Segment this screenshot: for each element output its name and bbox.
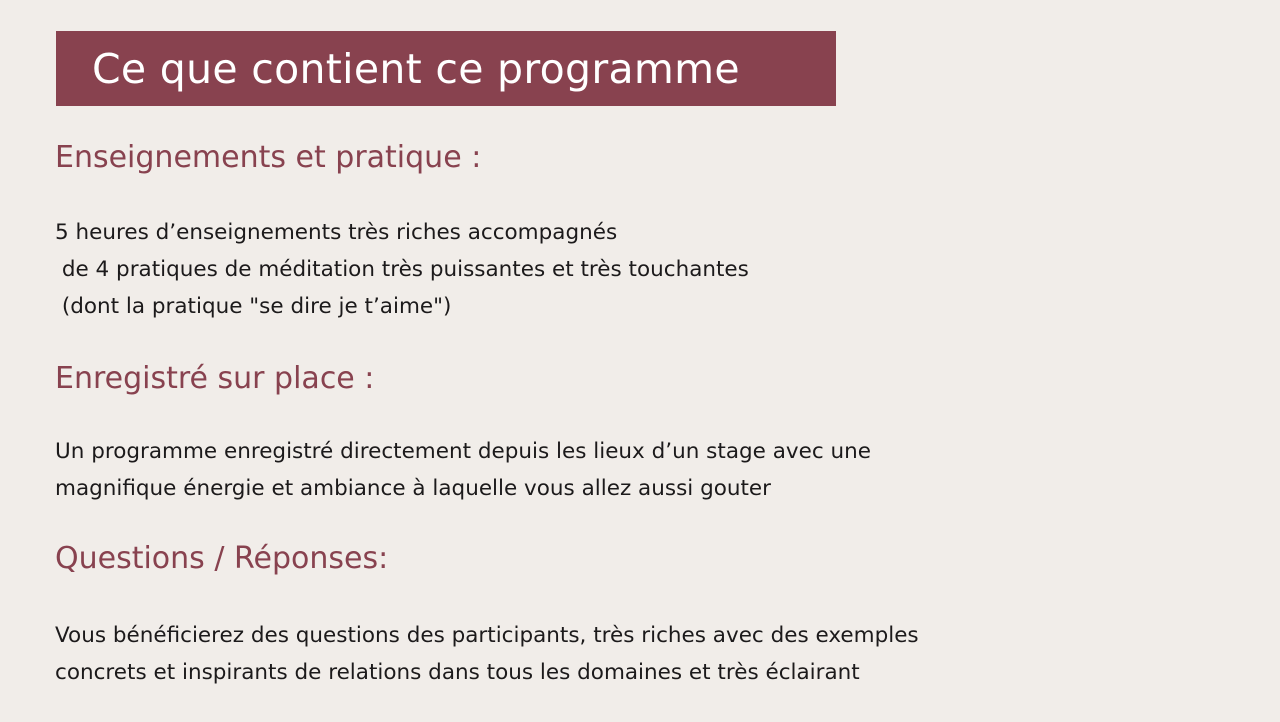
title-banner <box>56 31 836 106</box>
section-heading-teachings: Enseignements et pratique : <box>55 140 482 175</box>
section-body-teachings <box>55 214 749 325</box>
text-line: 5 heures d’enseignements très riches accompagnés <box>55 220 618 245</box>
section-body-recorded <box>55 433 871 507</box>
section-heading-questions: Questions / Réponses: <box>55 541 389 576</box>
section-heading-recorded: Enregistré sur place : <box>55 361 375 396</box>
text-line: magnifique énergie et ambiance à laquelle vous allez aussi gouter <box>55 476 771 501</box>
text-line: (dont la pratique "se dire je t’aime") <box>55 294 452 319</box>
page-title: Ce que contient ce programme <box>92 44 740 93</box>
text-line: Un programme enregistré directement depuis les lieux d’un stage avec une <box>55 439 871 464</box>
text-line: Vous bénéficierez des questions des participants, très riches avec des exemples <box>55 623 919 648</box>
section-body-questions <box>55 617 919 691</box>
text-line: de 4 pratiques de méditation très puissantes et très touchantes <box>55 257 749 282</box>
text-line: concrets et inspirants de relations dans tous les domaines et très éclairant <box>55 660 860 685</box>
